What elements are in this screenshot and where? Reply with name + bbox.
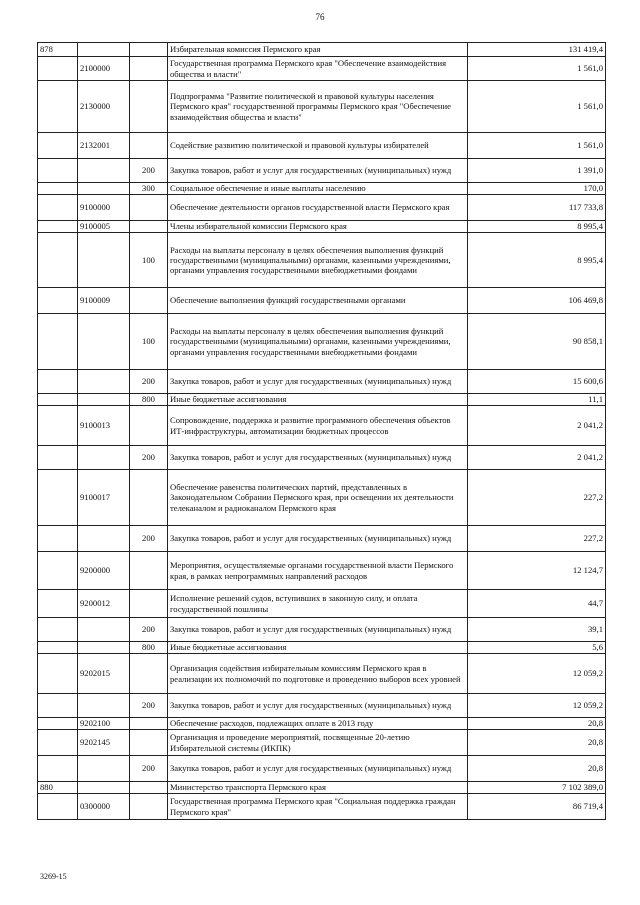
item-name-cell: Сопровождение, поддержка и развитие программного обеспечения объектов ИТ-инфраструктуры, автоматизации бюджетных процессов [168,406,468,446]
expense-type-cell: 200 [130,370,168,394]
expense-type-cell: 200 [130,618,168,642]
amount-cell: 1 561,0 [468,133,606,159]
amount-cell: 86 719,4 [468,794,606,820]
amount-cell: 12 124,7 [468,552,606,590]
target-article-cell: 9200000 [78,552,130,590]
item-name-cell: Государственная программа Пермского края "Обеспечение взаимодействия общества и власти" [168,57,468,81]
amount-cell: 8 995,4 [468,221,606,233]
table-row [38,221,606,233]
amount-cell: 5,6 [468,642,606,654]
expense-type-cell [130,195,168,221]
table-row [38,552,606,590]
expense-type-cell: 200 [130,159,168,183]
amount-cell: 12 059,2 [468,694,606,718]
item-name-cell: Члены избирательной комиссии Пермского края [168,221,468,233]
expense-type-cell [130,221,168,233]
expense-type-cell: 100 [130,233,168,288]
expense-type-cell: 200 [130,526,168,552]
table-row [38,394,606,406]
table-row [38,406,606,446]
target-article-cell [78,694,130,718]
target-article-cell: 2100000 [78,57,130,81]
table-row [38,314,606,370]
expense-type-cell: 100 [130,314,168,370]
target-article-cell: 0300000 [78,794,130,820]
admin-code-cell [38,756,78,782]
admin-code-cell [38,552,78,590]
footer-code: 3269-15 [40,872,67,881]
table-row [38,446,606,470]
target-article-cell: 2132001 [78,133,130,159]
amount-cell: 117 733,8 [468,195,606,221]
admin-code-cell [38,794,78,820]
admin-code-cell [38,288,78,314]
target-article-cell [78,159,130,183]
target-article-cell [78,233,130,288]
expense-type-cell [130,552,168,590]
amount-cell: 15 600,6 [468,370,606,394]
amount-cell: 106 469,8 [468,288,606,314]
admin-code-cell [38,221,78,233]
target-article-cell [78,642,130,654]
amount-cell: 7 102 389,0 [468,782,606,794]
table-row [38,195,606,221]
admin-code-cell [38,81,78,133]
admin-code-cell: 878 [38,43,78,57]
target-article-cell: 9202100 [78,718,130,730]
table-row [38,618,606,642]
item-name-cell: Обеспечение деятельности органов государственной власти Пермского края [168,195,468,221]
admin-code-cell [38,314,78,370]
amount-cell: 20,8 [468,756,606,782]
expense-type-cell [130,782,168,794]
target-article-cell [78,370,130,394]
table-row [38,183,606,195]
page-number: 76 [315,12,325,22]
expense-type-cell: 800 [130,394,168,406]
item-name-cell: Закупка товаров, работ и услуг для государственных (муниципальных) нужд [168,694,468,718]
target-article-cell: 9100000 [78,195,130,221]
item-name-cell: Исполнение решений судов, вступивших в законную силу, и оплата государственной пошлины [168,590,468,618]
amount-cell: 39,1 [468,618,606,642]
admin-code-cell [38,730,78,756]
admin-code-cell [38,159,78,183]
target-article-cell: 9100017 [78,470,130,526]
expense-type-cell [130,57,168,81]
table-row [38,590,606,618]
expense-type-cell: 300 [130,183,168,195]
expense-type-cell [130,133,168,159]
target-article-cell [78,526,130,552]
admin-code-cell [38,233,78,288]
item-name-cell: Закупка товаров, работ и услуг для государственных (муниципальных) нужд [168,370,468,394]
amount-cell: 227,2 [468,470,606,526]
admin-code-cell [38,470,78,526]
expense-type-cell [130,43,168,57]
amount-cell: 20,8 [468,718,606,730]
amount-cell: 227,2 [468,526,606,552]
target-article-cell: 9100009 [78,288,130,314]
table-row [38,718,606,730]
expense-type-cell [130,288,168,314]
expense-type-cell [130,654,168,694]
target-article-cell [78,183,130,195]
target-article-cell [78,43,130,57]
item-name-cell: Организация содействия избирательным комиссиям Пермского края в реализации их полномочий по подготовке и проведению выборов всех уровней [168,654,468,694]
target-article-cell: 9202015 [78,654,130,694]
target-article-cell [78,618,130,642]
admin-code-cell [38,183,78,195]
item-name-cell: Расходы на выплаты персоналу в целях обеспечения выполнения функций государственными (муниципальными) органами, казенными учреждениями, органами управления государственными внебюджетными фондами [168,233,468,288]
table-row [38,730,606,756]
admin-code-cell [38,195,78,221]
item-name-cell: Закупка товаров, работ и услуг для государственных (муниципальных) нужд [168,756,468,782]
admin-code-cell [38,642,78,654]
amount-cell: 20,8 [468,730,606,756]
expense-type-cell [130,730,168,756]
item-name-cell: Министерство транспорта Пермского края [168,782,468,794]
admin-code-cell [38,718,78,730]
item-name-cell: Закупка товаров, работ и услуг для государственных (муниципальных) нужд [168,159,468,183]
target-article-cell [78,394,130,406]
expense-type-cell [130,470,168,526]
item-name-cell: Иные бюджетные ассигнования [168,394,468,406]
table-row [38,782,606,794]
amount-cell: 8 995,4 [468,233,606,288]
item-name-cell: Закупка товаров, работ и услуг для государственных (муниципальных) нужд [168,526,468,552]
item-name-cell: Обеспечение равенства политических партий, представленных в Законодательном Собрании Пермского края, при освещении их деятельности телеканалом и радиоканалом Пермского края [168,470,468,526]
admin-code-cell [38,446,78,470]
amount-cell: 44,7 [468,590,606,618]
target-article-cell: 9202145 [78,730,130,756]
amount-cell: 131 419,4 [468,43,606,57]
admin-code-cell [38,694,78,718]
admin-code-cell [38,133,78,159]
amount-cell: 1 561,0 [468,57,606,81]
table-row [38,794,606,820]
expense-type-cell [130,718,168,730]
target-article-cell: 9100013 [78,406,130,446]
expense-type-cell: 200 [130,694,168,718]
amount-cell: 1 561,0 [468,81,606,133]
expense-type-cell [130,406,168,446]
target-article-cell [78,446,130,470]
item-name-cell: Закупка товаров, работ и услуг для государственных (муниципальных) нужд [168,446,468,470]
table-row [38,81,606,133]
item-name-cell: Закупка товаров, работ и услуг для государственных (муниципальных) нужд [168,618,468,642]
item-name-cell: Социальное обеспечение и иные выплаты населению [168,183,468,195]
table-row [38,43,606,57]
admin-code-cell [38,394,78,406]
target-article-cell [78,314,130,370]
item-name-cell: Расходы на выплаты персоналу в целях обеспечения выполнения функций государственными (муниципальными) органами, казенными учреждениями, органами управления государственными внебюджетными фондами [168,314,468,370]
table-row [38,694,606,718]
item-name-cell: Избирательная комиссия Пермского края [168,43,468,57]
admin-code-cell [38,406,78,446]
expense-type-cell: 200 [130,446,168,470]
admin-code-cell [38,654,78,694]
item-name-cell: Мероприятия, осуществляемые органами государственной власти Пермского края, в рамках непрограммных направлений расходов [168,552,468,590]
table-row [38,233,606,288]
amount-cell: 170,0 [468,183,606,195]
amount-cell: 11,1 [468,394,606,406]
budget-table-body [38,43,606,820]
table-row [38,159,606,183]
table-row [38,288,606,314]
budget-table [37,42,606,820]
item-name-cell: Подпрограмма "Развитие политической и правовой культуры населения Пермского края" государственной программы Пермского края "Обеспечение взаимодействия общества и власти" [168,81,468,133]
table-row [38,57,606,81]
item-name-cell: Иные бюджетные ассигнования [168,642,468,654]
admin-code-cell [38,526,78,552]
amount-cell: 2 041,2 [468,406,606,446]
amount-cell: 2 041,2 [468,446,606,470]
expense-type-cell: 200 [130,756,168,782]
table-row [38,470,606,526]
expense-type-cell [130,81,168,133]
expense-type-cell [130,794,168,820]
target-article-cell: 9100005 [78,221,130,233]
table-row [38,526,606,552]
amount-cell: 12 059,2 [468,654,606,694]
expense-type-cell: 800 [130,642,168,654]
table-row [38,654,606,694]
amount-cell: 90 858,1 [468,314,606,370]
admin-code-cell [38,590,78,618]
item-name-cell: Обеспечение расходов, подлежащих оплате в 2013 году [168,718,468,730]
item-name-cell: Содействие развитию политической и правовой культуры избирателей [168,133,468,159]
target-article-cell: 9200012 [78,590,130,618]
item-name-cell: Обеспечение выполнения функций государственными органами [168,288,468,314]
target-article-cell [78,756,130,782]
admin-code-cell: 880 [38,782,78,794]
item-name-cell: Государственная программа Пермского края "Социальная поддержка граждан Пермского края" [168,794,468,820]
table-row [38,642,606,654]
table-row [38,370,606,394]
table-row [38,756,606,782]
amount-cell: 1 391,0 [468,159,606,183]
item-name-cell: Организация и проведение мероприятий, посвященные 20-летию Избирательной системы (ИКПК) [168,730,468,756]
expense-type-cell [130,590,168,618]
target-article-cell: 2130000 [78,81,130,133]
table-row [38,133,606,159]
admin-code-cell [38,618,78,642]
admin-code-cell [38,57,78,81]
admin-code-cell [38,370,78,394]
target-article-cell [78,782,130,794]
